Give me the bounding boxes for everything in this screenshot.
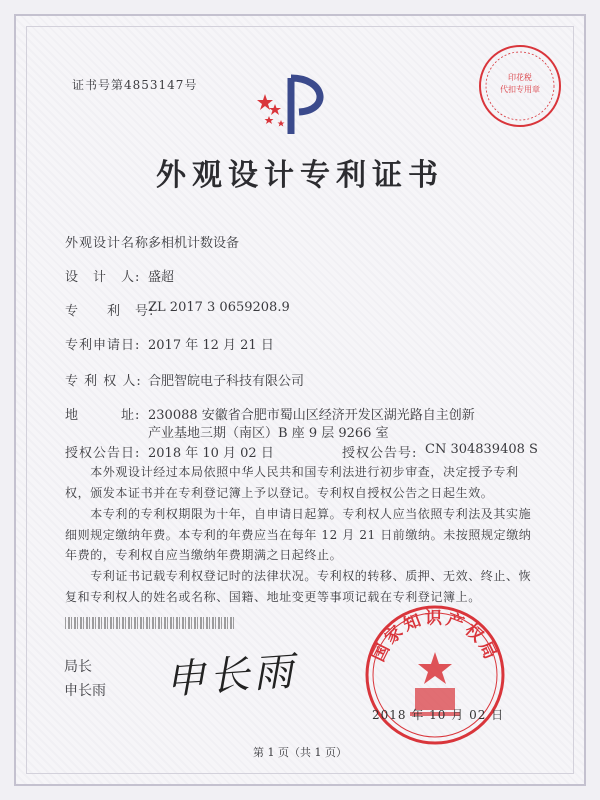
logo-star-3 bbox=[265, 116, 274, 124]
patent-number-label: 专 利 号: bbox=[65, 304, 155, 319]
address-label: 地 址: bbox=[65, 408, 141, 423]
design-name-value: 多相机计数设备 bbox=[148, 236, 240, 251]
tax-stamp bbox=[474, 40, 566, 132]
seal-date: 2018 年 10 月 02 日 bbox=[372, 708, 505, 722]
signature-title: 局长 bbox=[64, 659, 92, 675]
design-name-label: 外观设计名称: bbox=[65, 236, 155, 251]
patent-number-value: ZL 2017 3 0659208.9 bbox=[148, 300, 290, 315]
designer-label: 设 计 人: bbox=[65, 270, 141, 285]
filing-date-value: 2017 年 12 月 21 日 bbox=[148, 338, 274, 353]
logo-star-4 bbox=[278, 120, 285, 127]
grant-date-label: 授权公告日: bbox=[65, 446, 141, 461]
certificate-number: 证书号第4853147号 bbox=[72, 78, 198, 92]
paragraph-1: 本外观设计经过本局依照中华人民共和国专利法进行初步审查，决定授予专利权，颁发本证书并在专利登记簿上予以登记。专利权自授权公告之日起生效。 bbox=[65, 465, 519, 500]
designer-value: 盛超 bbox=[148, 270, 175, 285]
logo-star-1 bbox=[257, 94, 273, 110]
signature-name: 申长雨 bbox=[64, 683, 106, 699]
logo-star-2 bbox=[269, 104, 281, 115]
handwritten-signature: 申长雨 bbox=[163, 648, 299, 704]
svg-text:国家知识产权局: 国家知识产权局 bbox=[368, 608, 502, 665]
logo-letter-p bbox=[291, 78, 320, 134]
filing-date-label: 专利申请日: bbox=[65, 338, 141, 353]
patentee-value: 合肥智皖电子科技有限公司 bbox=[148, 374, 305, 389]
svg-text:代扣专用章: 代扣专用章 bbox=[500, 85, 540, 94]
address-line-1: 230088 安徽省合肥市蜀山区经济开发区湖光路自主创新 bbox=[148, 408, 475, 423]
page-footer: 第 1 页（共 1 页） bbox=[253, 746, 347, 759]
official-seal bbox=[360, 600, 510, 750]
certificate-title: 外观设计专利证书 bbox=[156, 158, 444, 193]
svg-text:印花税: 印花税 bbox=[508, 73, 532, 82]
barcode bbox=[65, 617, 235, 629]
paragraph-2: 本专利的专利权期限为十年，自申请日起算。专利权人应当依照专利法及其实施细则规定缴纳年费。本专利的年费应当在每年 12 月 21 日前缴纳。未按照规定缴纳年费的，专利权自应当缴纳年费期满之日起终止。 bbox=[65, 507, 532, 562]
address-line-2: 产业基地三期（南区）B 座 9 层 9266 室 bbox=[148, 426, 389, 441]
patent-office-logo bbox=[255, 74, 335, 138]
grant-number-label: 授权公告号: bbox=[342, 446, 418, 461]
grant-number-value: CN 304839408 S bbox=[425, 442, 538, 457]
grant-date-value: 2018 年 10 月 02 日 bbox=[148, 446, 274, 461]
paragraph-3: 专利证书记载专利权登记时的法律状况。专利权的转移、质押、无效、终止、恢复和专利权人的姓名或名称、国籍、地址变更等事项记载在专利登记簿上。 bbox=[65, 569, 532, 604]
patentee-label: 专 利 权 人: bbox=[65, 374, 142, 389]
